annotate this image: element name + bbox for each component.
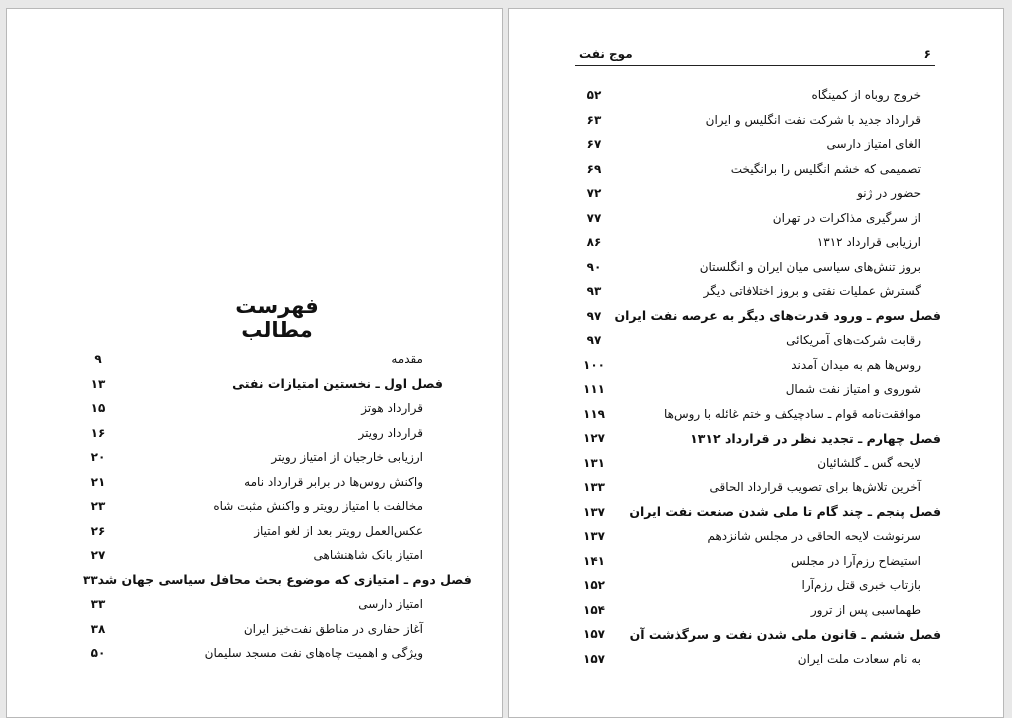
toc-row [579,404,941,424]
toc-page-number: ۹۷ [586,333,602,347]
toc-chapter-row [579,428,941,448]
toc-page-number: ۵۲ [586,88,602,102]
toc-page-number: ۶۹ [586,161,602,176]
toc-page-number: ۳۳ [83,572,98,587]
toc-entry-title: به نام سعادت ملت ایران [797,651,921,666]
toc-page-number: ۲۰ [90,450,106,464]
toc-row [83,545,443,565]
toc-page-number: ۶۳ [586,112,602,127]
toc-row [579,134,941,154]
toc-entry-title: واکنش روس‌ها در برابر قرارداد نامه [244,474,423,489]
toc-page-number: ۱۱۱ [583,382,605,396]
toc-row [83,423,443,443]
toc-row [83,619,443,639]
toc-page-number: ۱۳ [90,376,106,391]
toc-row [579,379,941,399]
toc-row [579,330,941,350]
toc-row [579,600,941,620]
toc-page-number: ۷۷ [586,210,602,225]
toc-row [83,398,443,418]
toc-entry-title: عکس‌العمل رویتر بعد از لغو امتیاز [254,523,423,538]
toc-row [579,355,941,375]
toc-entry-title: خروج روباه از کمینگاه [811,88,921,102]
toc-entry-title: مخالفت با امتیاز رویتر و واکنش مثبت شاه [213,499,423,513]
toc-row [579,110,941,130]
toc-page-number: ۱۵۷ [583,627,605,641]
toc-row [579,232,941,252]
toc-entry-title: تصمیمی که خشم انگلیس را برانگیخت [730,161,921,176]
toc-chapter-row [83,374,443,394]
toc-chapter-row [579,306,941,326]
toc-page-number: ۳۸ [90,621,106,636]
toc-page-number: ۱۴۱ [583,553,605,568]
toc-page-number: ۶۷ [586,137,602,151]
toc-entry-title: ارزیابی قرارداد ۱۳۱۲ [816,235,921,249]
toc-entry-title: روس‌ها هم به میدان آمدند [791,357,921,372]
toc-entry-title: ویژگی و اهمیت چاه‌های نفت مسجد سلیمان [204,646,423,660]
toc-page-number: ۹ [94,352,102,366]
toc-page-number: ۱۳۳ [583,480,605,494]
toc-page-number: ۲۱ [90,474,106,489]
toc-page-number: ۱۵۷ [583,651,605,666]
toc-entry-title: از سرگیری مذاکرات در تهران [772,210,921,225]
toc-row [579,477,941,497]
toc-page-number: ۱۳۷ [583,504,605,519]
toc-row [83,594,443,614]
toc-page-number: ۱۳۱ [583,455,605,470]
toc-row [579,208,941,228]
toc-heading: فهرست مطالب [235,294,319,342]
toc-chapter-title: فصل ششم ـ قانون ملی شدن نفت و سرگذشت آن [629,626,941,642]
toc-row [579,575,941,595]
running-title: موج نفت [579,47,633,61]
toc-entry-title: آخرین تلاش‌ها برای تصویب قرارداد الحاقی [709,480,921,494]
toc-chapter-row [579,502,941,522]
toc-page-number: ۲۷ [90,548,106,562]
toc-chapter-row [83,570,472,590]
toc-page-number: ۹۰ [586,259,602,274]
toc-page-number: ۱۶ [90,425,106,440]
toc-page-number: ۲۳ [90,499,106,513]
toc-row [83,472,443,492]
toc-entry-title: لایحه گس ـ گلشائیان [817,455,921,470]
toc-row [579,526,941,546]
toc-row [83,349,443,369]
toc-row [83,643,443,663]
toc-entry-title: شوروی و امتیاز نفت شمال [785,382,921,396]
toc-row [579,453,941,473]
left-page [6,8,503,718]
toc-row [83,521,443,541]
toc-entry-title: استیضاح رزم‌آرا در مجلس [791,553,921,568]
toc-entry-title: ارزیابی خارجیان از امتیاز رویتر [271,450,423,464]
toc-row [579,257,941,277]
toc-page-number: ۱۱۹ [583,406,605,421]
toc-entry-title: گسترش عملیات نفتی و بروز اختلافاتی دیگر [703,284,921,298]
toc-page-number: ۱۵۴ [583,602,605,617]
toc-row [83,447,443,467]
toc-entry-title: طهماسبی پس از ترور [810,602,921,617]
toc-row [579,281,941,301]
toc-page-number: ۱۳۷ [583,529,605,543]
toc-page-number: ۳۳ [90,597,106,611]
toc-row [579,85,941,105]
toc-entry-title: موافقت‌نامه قوام ـ سادچیکف و ختم غائله با روس‌ها [664,406,921,421]
toc-entry-title: قرارداد هوتز [361,401,423,415]
toc-entry-title: حضور در ژنو [857,186,921,200]
toc-chapter-title: فصل پنجم ـ چند گام تا ملی شدن صنعت نفت ایران [629,504,941,519]
toc-chapter-row [579,624,941,644]
toc-entry-title: مقدمه [391,352,423,366]
toc-row [579,649,941,669]
toc-entry-title: امتیاز دارسی [358,597,423,611]
toc-page-number: ۱۵ [90,401,106,415]
toc-row [579,159,941,179]
toc-entry-title: سرنوشت لایحه الحاقی در مجلس شانزدهم [707,529,921,543]
toc-entry-title: رقابت شرکت‌های آمریکائی [786,333,921,347]
toc-chapter-title: فصل چهارم ـ تجدید نظر در قرارداد ۱۳۱۲ [690,430,941,446]
running-header [575,43,935,66]
toc-entry-title: آغاز حفاری در مناطق نفت‌خیز ایران [243,621,423,636]
right-page [508,8,1004,718]
toc-entry-title: امتیاز بانک شاهنشاهی [313,548,423,562]
toc-entry-title: قرارداد جدید با شرکت نفت انگلیس و ایران [705,112,921,127]
toc-chapter-title: فصل اول ـ نخستین امتیازات نفتی [232,376,443,391]
toc-chapter-title: فصل دوم ـ امتیازی که موضوع بحث محافل سیاسی جهان شد [97,572,472,587]
toc-page-number: ۱۵۲ [583,578,605,592]
toc-page-number: ۸۶ [586,235,602,249]
toc-chapter-title: فصل سوم ـ ورود قدرت‌های دیگر به عرصه نفت ایران [614,308,941,323]
toc-page-number: ۷۲ [586,186,602,200]
toc-page-number: ۹۷ [586,308,602,323]
toc-page-number: ۹۳ [586,284,602,298]
page-number: ۶ [923,47,931,61]
toc-page-number: ۲۶ [90,523,106,538]
toc-entry-title: الغای امتیاز دارسی [826,137,921,151]
toc-entry-title: قرارداد رویتر [358,425,423,440]
toc-row [579,183,941,203]
toc-page-number: ۱۰۰ [583,357,605,372]
toc-page-number: ۵۰ [90,646,106,660]
toc-entry-title: بروز تنش‌های سیاسی میان ایران و انگلستان [699,259,921,274]
toc-row [83,496,443,516]
toc-row [579,551,941,571]
toc-page-number: ۱۲۷ [583,431,605,445]
toc-entry-title: بازتاب خبری قتل رزم‌آرا [801,578,921,592]
